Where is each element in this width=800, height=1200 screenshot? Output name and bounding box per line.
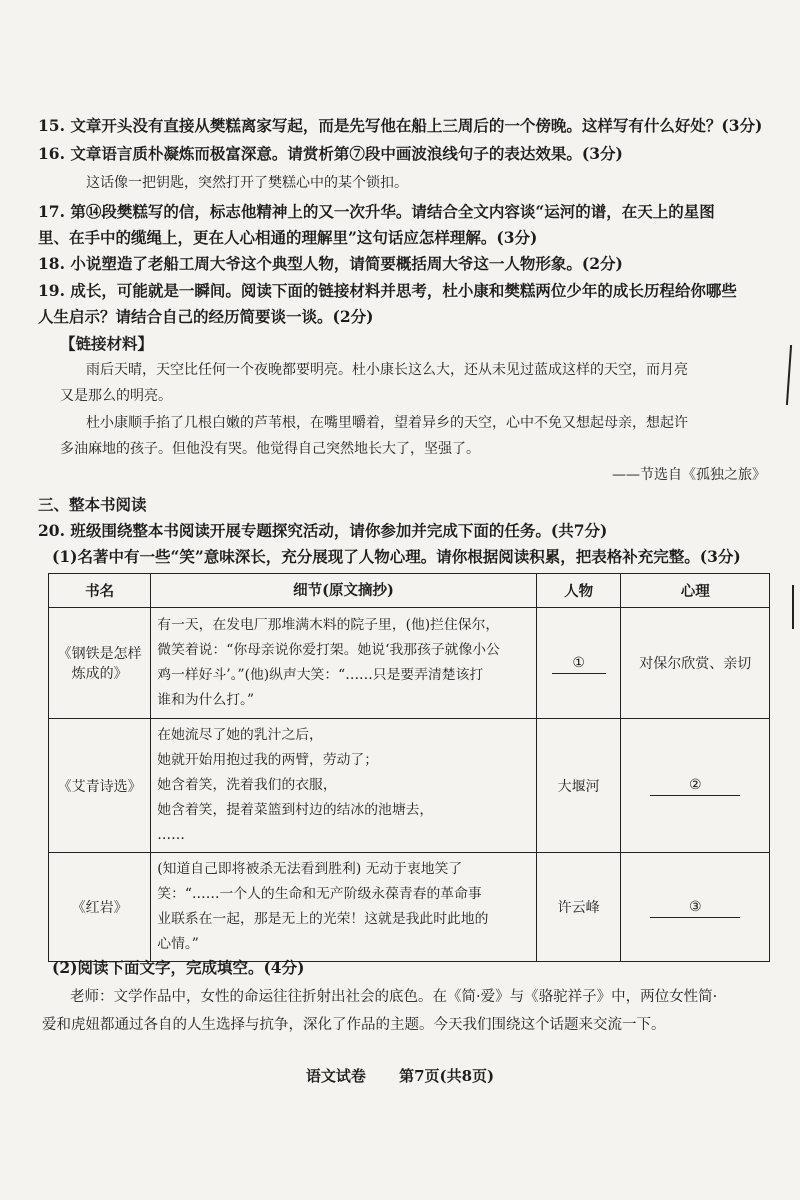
psych-cell: 对保尔欣赏、亲切 (621, 608, 770, 719)
page-footer (0, 1065, 800, 1086)
detail-cell (151, 853, 536, 962)
question-19-line2: 人生启示？请结合自己的经历简要谈一谈。(2分) (38, 307, 374, 326)
person-cell (536, 608, 621, 719)
teacher-line1: 老师：文学作品中，女性的命运往往折射出社会的底色。在《简·爱》与《骆驼祥子》中，两位女性简· (70, 989, 718, 1005)
blank-1[interactable]: ① (552, 653, 606, 674)
question-20-2: (2)阅读下面文字，完成填空。(4分) (52, 958, 305, 977)
detail-line: 她就开始用抱过我的两臂，劳动了； (157, 752, 379, 768)
detail-line: 有一天，在发电厂那堆满木料的院子里，(他)拦住保尔， (157, 617, 500, 633)
scan-mark (786, 345, 792, 405)
material-p2-line1: 杜小康顺手掐了几根白嫩的芦苇根，在嘴里嚼着，望着异乡的天空，心中不免又想起母亲，想起许 (86, 415, 688, 431)
question-17-line1: 17. 第⑭段樊糕写的信，标志他精神上的又一次升华。请结合全文内容谈“运河的谱，在天上的星图 (38, 202, 715, 221)
material-p1-line2: 又是那么的明亮。 (60, 388, 172, 404)
question-20: 20. 班级围绕整本书阅读开展专题探究活动，请你参加并完成下面的任务。(共7分) (38, 521, 608, 540)
detail-line: 心情。” (157, 936, 199, 952)
detail-line: 业联系在一起，那是无上的光荣！这就是我此时此地的 (157, 911, 489, 927)
section-3-heading: 三、整本书阅读 (38, 495, 147, 514)
header-psych: 心理 (621, 574, 770, 608)
detail-line: 谁和为什么打。” (157, 692, 255, 708)
table-header-row (49, 574, 770, 608)
detail-line: 微笑着说：“你母亲说你爱打架。她说‘我那孩子就像小公 (157, 642, 500, 658)
material-source: ——节选自《孤独之旅》 (612, 467, 766, 483)
header-person: 人物 (536, 574, 621, 608)
detail-line: 笑：“……一个人的生命和无产阶级永葆青春的革命事 (157, 886, 482, 902)
detail-line: 她含着笑，提着菜篮到村边的结冰的池塘去， (157, 802, 434, 818)
book-title: 《红岩》 (49, 853, 151, 962)
question-16: 16. 文章语言质朴凝炼而极富深意。请赏析第⑦段中画波浪线句子的表达效果。(3分) (38, 144, 623, 163)
header-detail: 细节(原文摘抄) (151, 574, 536, 608)
psych-cell (621, 719, 770, 853)
detail-line: 在她流尽了她的乳汁之后， (157, 727, 323, 743)
person-cell: 大堰河 (536, 719, 621, 853)
detail-line: (知道自己即将被杀无法看到胜利) 无动于衷地笑了 (157, 861, 463, 877)
detail-cell (151, 719, 536, 853)
book-title: 《钢铁是怎样炼成的》 (49, 608, 151, 719)
table-row (49, 719, 770, 853)
material-p1-line1: 雨后天晴，天空比任何一个夜晚都要明亮。杜小康长这么大，还从未见过蓝成这样的天空，而月亮 (86, 362, 688, 378)
material-title: 【链接材料】 (60, 334, 154, 353)
detail-line: 鸡一样好斗’。”(他)纵声大笑：“……只是要弄清楚该打 (157, 667, 484, 683)
psych-cell (621, 853, 770, 962)
material-p2-line2: 多油麻地的孩子。但他没有哭。他觉得自己突然地长大了，坚强了。 (60, 441, 480, 457)
teacher-line2: 爱和虎妞都通过各自的人生选择与抗争，深化了作品的主题。今天我们围绕这个话题来交流一下。 (42, 1017, 666, 1033)
detail-line: …… (157, 827, 185, 843)
detail-line: 她含着笑，洗着我们的衣服， (157, 777, 337, 793)
header-book: 书名 (49, 574, 151, 608)
footer-page-number: 第7页(共8页) (399, 1067, 495, 1085)
blank-3[interactable]: ③ (650, 897, 740, 918)
blank-2[interactable]: ② (650, 775, 740, 796)
question-18: 18. 小说塑造了老船工周大爷这个典型人物，请简要概括周大爷这一人物形象。(2分) (38, 254, 623, 273)
detail-cell (151, 608, 536, 719)
book-title: 《艾青诗选》 (49, 719, 151, 853)
table-row (49, 853, 770, 962)
table-row (49, 608, 770, 719)
question-20-1: (1)名著中有一些“笑”意味深长，充分展现了人物心理。请你根据阅读积累，把表格补充完整。(3分) (52, 547, 741, 566)
person-cell: 许云峰 (536, 853, 621, 962)
question-19-line1: 19. 成长，可能就是一瞬间。阅读下面的链接材料并思考，杜小康和樊糕两位少年的成长历程给你哪些 (38, 281, 737, 300)
footer-subject: 语文试卷 (305, 1067, 366, 1085)
laugh-analysis-table (48, 573, 770, 962)
handwritten-answer-16: 这话像一把钥匙，突然打开了樊糕心中的某个锁扣。 (86, 175, 408, 191)
question-17-line2: 里、在手中的缆绳上，更在人心相通的理解里”这句话应怎样理解。(3分) (38, 228, 538, 247)
scan-mark (792, 585, 794, 629)
question-15: 15. 文章开头没有直接从樊糕离家写起，而是先写他在船上三周后的一个傍晚。这样写有什么好处？(3分) (38, 116, 763, 135)
